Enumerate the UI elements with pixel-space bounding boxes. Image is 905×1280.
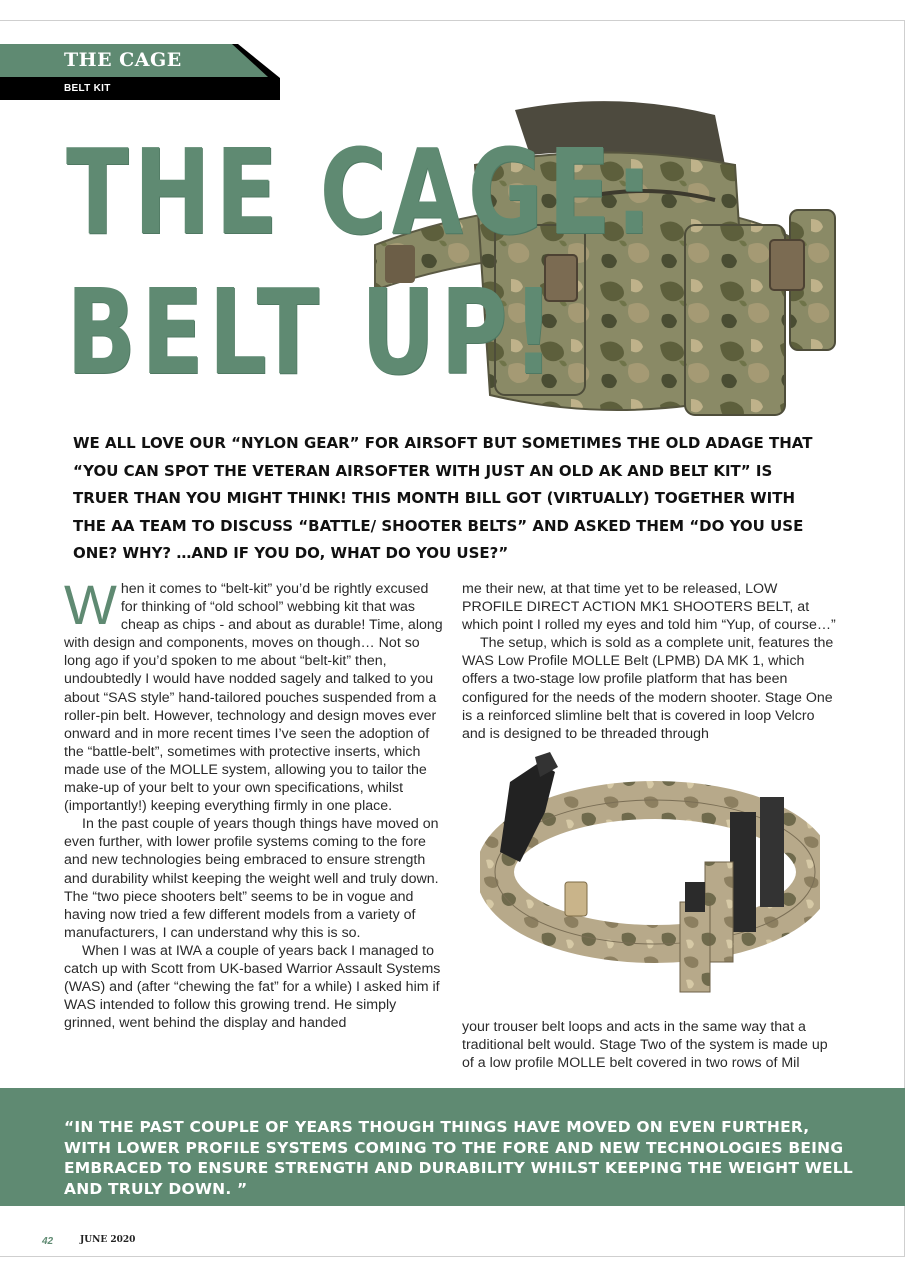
section-title: THE CAGE (64, 49, 182, 71)
title-line-1: THE CAGE: (66, 123, 657, 261)
paragraph-3: When I was at IWA a couple of years back I managed to catch up with Scott from UK-based Warrior Assault Systems (WAS) and (after “chewing the fat” for a while) I asked him if WAS intended to follow this growing trend. He simply grinned, went behind the display and handed (64, 942, 441, 1032)
drop-cap: W (64, 573, 117, 636)
pull-quote: “IN THE PAST COUPLE OF YEARS THOUGH THINGS HAVE MOVED ON EVEN FURTHER, WITH LOWER PROFILE SYSTEMS COMING TO THE FORE AND NEW TECHNOLOGIES BEING EMBRACED TO ENSURE STRENGTH AND DURABILITY WHILST KEEPING THE WEIGHT WELL AND TRULY DOWN. ” (64, 1118, 853, 1198)
body-column-right-top (462, 580, 842, 743)
body-column-right-bottom (462, 1018, 842, 1072)
title-line-2: BELT UP! (66, 263, 559, 401)
subsection-bar (0, 78, 280, 100)
paragraph-4: me their new, at that time yet to be released, LOW PROFILE DIRECT ACTION MK1 SHOOTERS BELT, at which point I rolled my eyes and told him “Yup, of course…” (462, 581, 836, 634)
body-column-left (64, 573, 446, 1032)
article-intro: WE ALL LOVE OUR “NYLON GEAR” FOR AIRSOFT BUT SOMETIMES THE OLD ADAGE THAT “YOU CAN SPOT THE VETERAN AIRSOFTER WITH JUST AN OLD AK AND BELT KIT” IS TRUER THAN YOU MIGHT THINK! THIS MONTH BILL GOT (VIRTUALLY) TOGETHER WITH THE AA TEAM TO DISCUSS “BATTLE/ SHOOTER BELTS” AND ASKED THEM “DO YOU USE ONE? WHY? …AND IF YOU DO, WHAT DO YOU USE?” (73, 434, 813, 562)
paragraph-2: In the past couple of years though things have moved on even further, with lower profile systems coming to the fore and new technologies being embraced to ensure strength and durability whilst keeping the weight well and truly down. The “two piece shooters belt” seems to be in vogue and having now tried a few different models from a variety of manufacturers, I can understand why this is so. (64, 816, 439, 941)
page-number: 42 (42, 1236, 54, 1247)
shooters-belt-image (480, 752, 820, 1002)
subsection-label: BELT KIT (64, 83, 111, 94)
article-title (66, 122, 657, 402)
paragraph-5: The setup, which is sold as a complete unit, features the WAS Low Profile MOLLE Belt (LPMB) DA MK 1, which offers a two-stage low profile platform that has been configured for the needs of the modern shooter. Stage One is a reinforced slimline belt that is covered in loop Velcro and is designed to be threaded through (462, 635, 834, 742)
paragraph-1 (64, 573, 446, 815)
paragraph-6: your trouser belt loops and acts in the same way that a traditional belt would. Stage Two of the system is made up of a low profile MOLLE belt covered in two rows of Mil (462, 1019, 828, 1072)
issue-date: JUNE 2020 (80, 1235, 136, 1245)
paragraph-1-text: hen it comes to “belt-kit” you’d be rightly excused for thinking of “old school” webbing kit that was cheap as chips - and about as durable! Time, along with design and components, moves on though… Not so long ago if you’d spoken to me about “belt-kit” then, undoubtedly I would have nodded sagely and talked to you about “SAS style” hand-tailored pouches suspended from a roller-pin belt. However, technology and design moves ever onward and in more recent times I’ve seen the adoption of the “battle-belt”, sometimes with protective inserts, which made use of the MOLLE system, allowing you to tailor the make-up of your belt to your own specifications, whilst (importantly!) keeping everything firmly in one place. (64, 581, 443, 815)
